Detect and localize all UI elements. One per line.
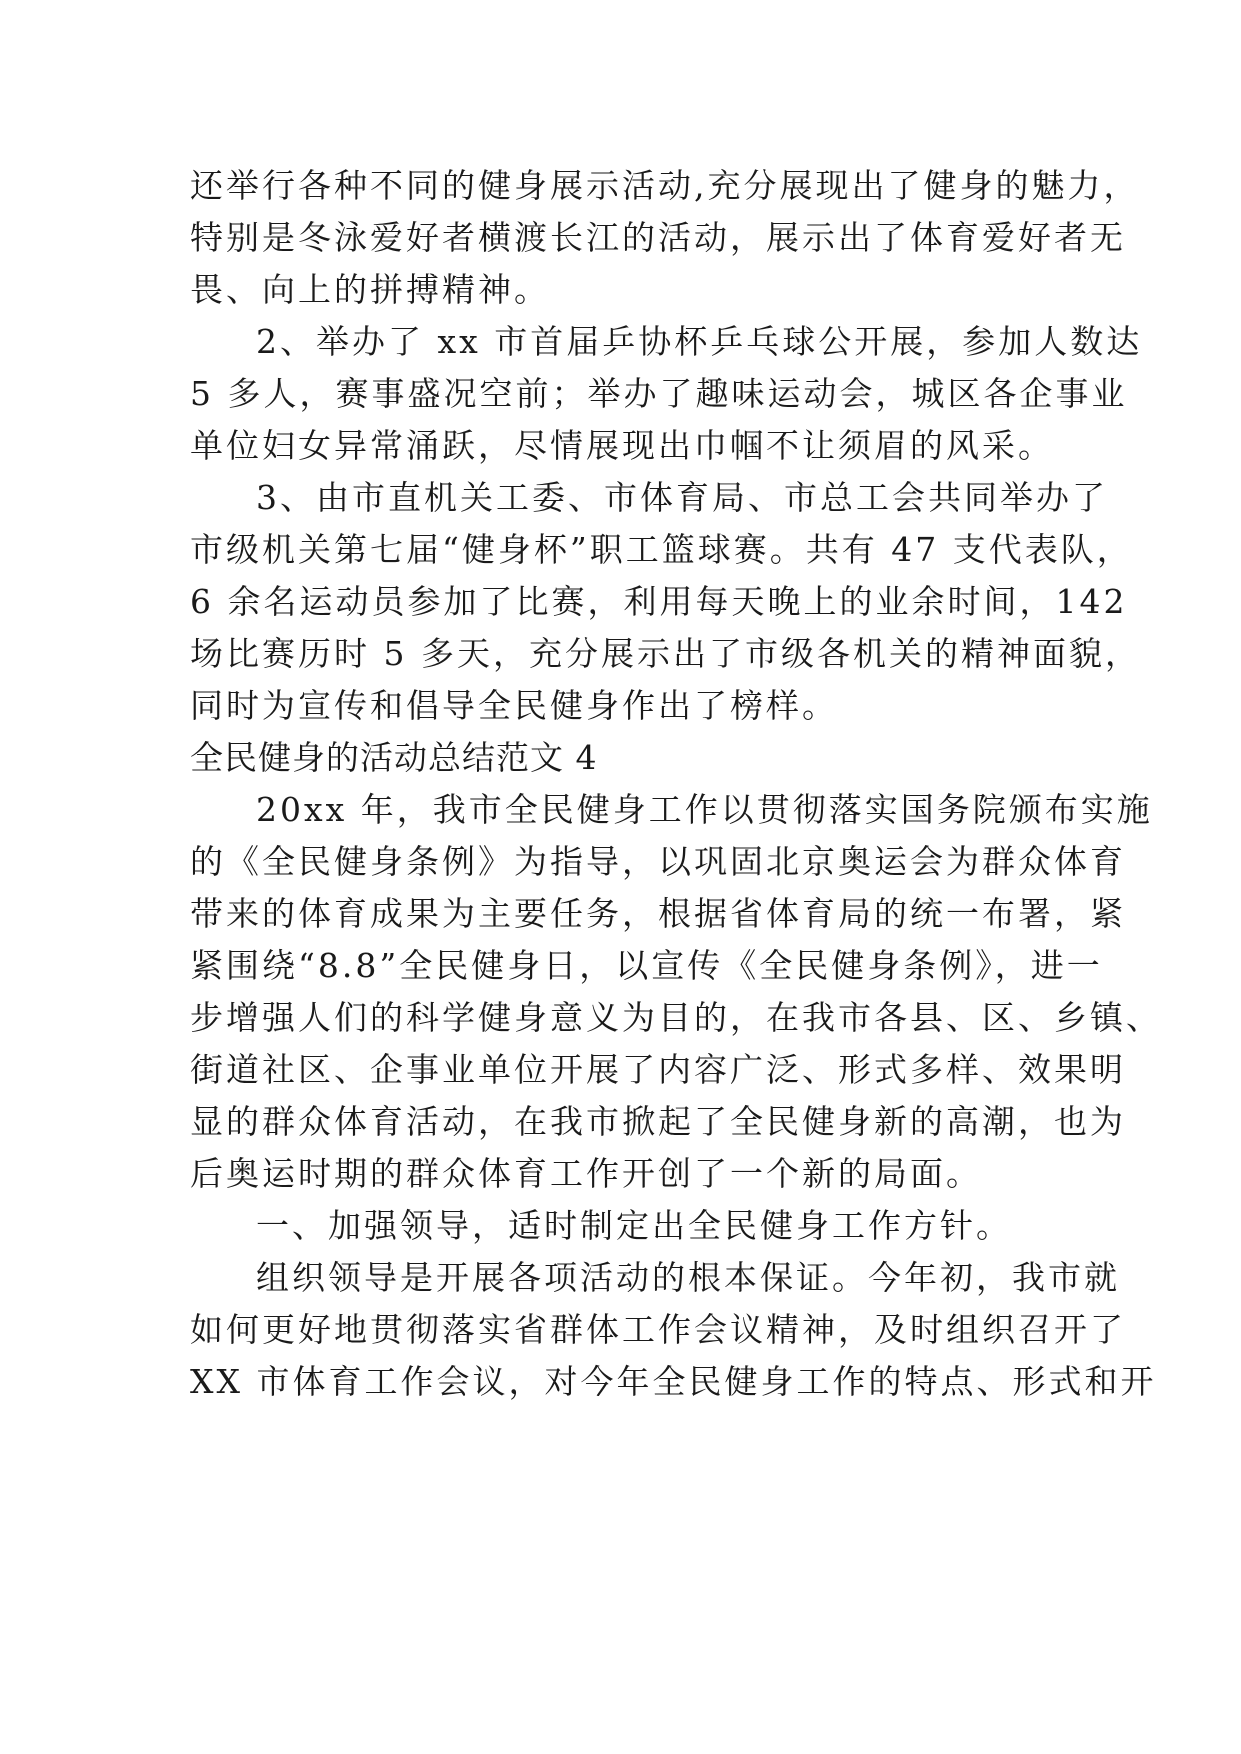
- text-line: 特别是冬泳爱好者横渡长江的活动，展示出了体育爱好者无: [190, 218, 1126, 257]
- text-line: 还举行各种不同的健身展示活动,充分展现出了健身的魅力，: [190, 166, 1140, 205]
- text-line: 5 多人，赛事盛况空前；举办了趣味运动会，城区各企事业: [190, 374, 1128, 413]
- text-line: 的《全民健身条例》为指导，以巩固北京奥运会为群众体育: [190, 842, 1126, 881]
- paragraph-start-line: 20xx 年，我市全民健身工作以贯彻落实国务院颁布实施: [256, 790, 1153, 829]
- text-line: 显的群众体育活动，在我市掀起了全民健身新的高潮，也为: [190, 1102, 1126, 1141]
- text-line: 步增强人们的科学健身意义为目的，在我市各县、区、乡镇、: [190, 998, 1162, 1037]
- text-line: 同时为宣传和倡导全民健身作出了榜样。: [190, 686, 838, 725]
- document-body: [190, 160, 1162, 1408]
- text-line: 紧围绕“8.8”全民健身日，以宣传《全民健身条例》，进一: [190, 946, 1103, 985]
- paragraph-start-line: 2、举办了 xx 市首届乒协杯乒乓球公开展，参加人数达: [256, 322, 1143, 361]
- text-line: 如何更好地贯彻落实省群体工作会议精神，及时组织召开了: [190, 1310, 1126, 1349]
- paragraph-start-line: 组织领导是开展各项活动的根本保证。今年初，我市就: [256, 1258, 1120, 1297]
- text-line: 场比赛历时 5 多天，充分展示出了市级各机关的精神面貌，: [190, 634, 1141, 673]
- paragraph-start-line: 3、由市直机关工委、市体育局、市总工会共同举办了: [256, 478, 1108, 517]
- subheading-line: 一、加强领导，适时制定出全民健身工作方针。: [256, 1206, 1012, 1245]
- text-line: XX 市体育工作会议，对今年全民健身工作的特点、形式和开: [190, 1362, 1157, 1401]
- section-heading: 全民健身的活动总结范文 4: [190, 738, 598, 777]
- text-line: 6 余名运动员参加了比赛，利用每天晚上的业余时间，142: [190, 582, 1128, 621]
- text-line: 后奥运时期的群众体育工作开创了一个新的局面。: [190, 1154, 982, 1193]
- text-line: 畏、向上的拼搏精神。: [190, 270, 550, 309]
- text-line: 单位妇女异常涌跃，尽情展现出巾帼不让须眉的风采。: [190, 426, 1054, 465]
- text-line: 市级机关第七届“健身杯”职工篮球赛。共有 47 支代表队，: [190, 530, 1133, 569]
- text-line: 带来的体育成果为主要任务，根据省体育局的统一布署，紧: [190, 894, 1126, 933]
- text-line: 街道社区、企事业单位开展了内容广泛、形式多样、效果明: [190, 1050, 1126, 1089]
